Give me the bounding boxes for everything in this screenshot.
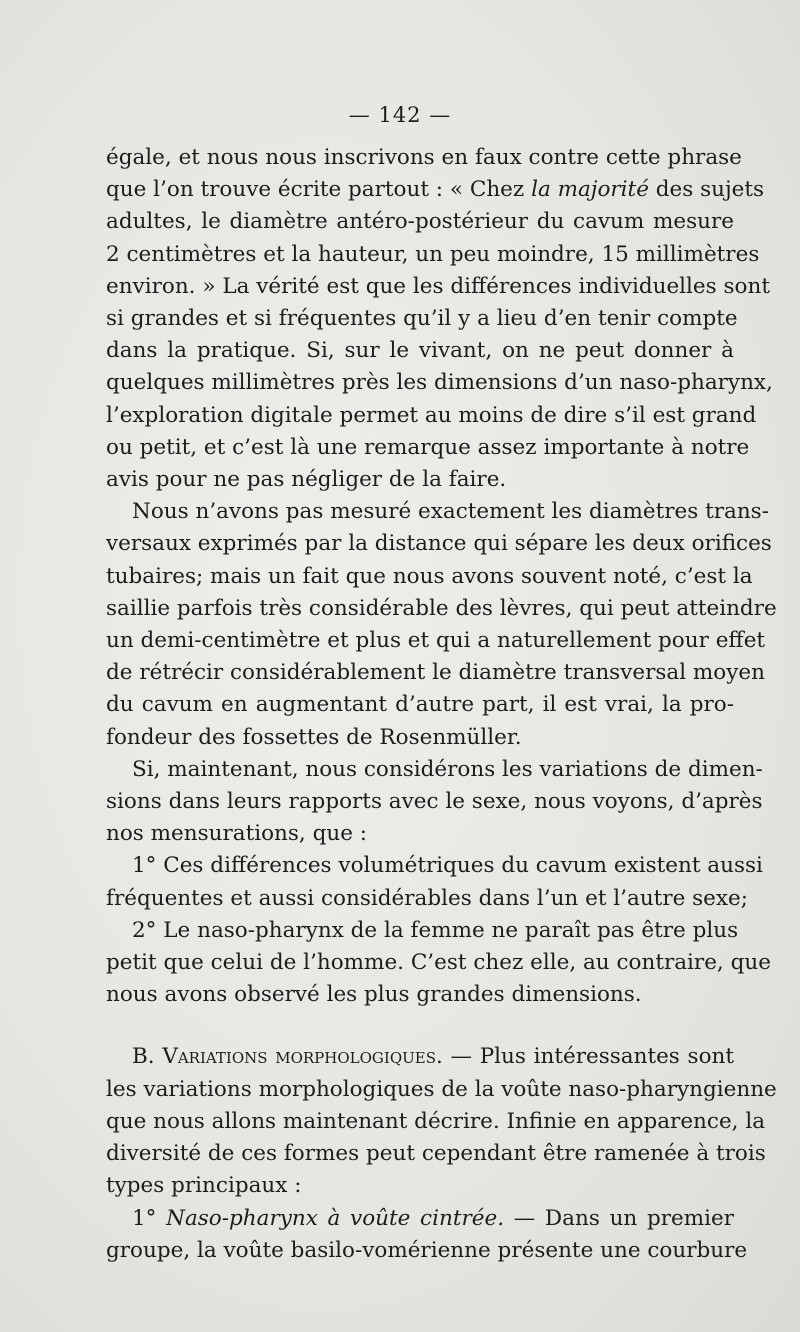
text-line: 2 centimètres et la hauteur, un peu moindre, 15 millimètres (106, 241, 760, 267)
text-line: égale, et nous nous inscrivons en faux contre cette phrase (106, 145, 742, 170)
text-line: du cavum en augmentant d’autre part, il est vrai, la pro- (106, 692, 734, 718)
text-line: diversité de ces formes peut cependant être ramenée à trois (106, 1141, 766, 1167)
list-item-line: 2° Le naso-pharynx de la femme ne paraît pas être plus (132, 917, 739, 943)
item-title: Naso-pharynx à voûte cintrée. (166, 1205, 505, 1231)
list-item-line: groupe, la voûte basilo-vomérienne présente une courbure (106, 1237, 748, 1263)
text-line: si grandes et si fréquentes qu’il y a lieu d’en tenir compte (106, 306, 738, 332)
list-item-line: nous avons observé les plus grandes dimensions. (106, 982, 642, 1008)
text-line: de rétrécir considérablement le diamètre transversal moyen (106, 660, 765, 686)
page-number: — 142 — (348, 103, 452, 127)
text-line: adultes, le diamètre antéro-postérieur du cavum mesure (106, 209, 734, 235)
text-line: avis pour ne pas négliger de la faire. (106, 467, 507, 493)
text-line: Nous n’avons pas mesuré exactement les diamètres trans- (132, 499, 769, 525)
text-line: quelques millimètres près les dimensions d’un naso-pharynx, (106, 370, 773, 396)
text-line: dans la pratique. Si, sur le vivant, on ne peut donner à (106, 338, 734, 364)
text-line: un demi-centimètre et plus et qui a naturellement pour effet (106, 628, 766, 654)
section-heading-line: B. Variations morphologiques. — Plus intéressantes sont (132, 1044, 734, 1070)
text-line: fondeur des fossettes de Rosenmüller. (106, 724, 522, 750)
text-line: l’exploration digitale permet au moins de dire s’il est grand (106, 402, 757, 428)
list-item-line: fréquentes et aussi considérables dans l’un et l’autre sexe; (106, 885, 748, 911)
text-line: types principaux : (106, 1173, 302, 1199)
page-text (106, 142, 777, 1267)
text-line: versaux exprimés par la distance qui sépare les deux orifices (106, 531, 772, 557)
list-item-line: 1° Naso-pharynx à voûte cintrée. — Dans un premier (132, 1205, 734, 1231)
text-line: saillie parfois très considérable des lèvres, qui peut atteindre (106, 595, 777, 621)
text-line: tubaires; mais un fait que nous avons souvent noté, c’est la (106, 563, 753, 589)
text-line: ou petit, et c’est là une remarque assez importante à notre (106, 434, 750, 460)
list-item-line: petit que celui de l’homme. C’est chez elle, au contraire, que (106, 950, 771, 976)
text-line: les variations morphologiques de la voûte naso-pharyngienne (106, 1076, 777, 1102)
text-line: Si, maintenant, nous considérons les variations de dimen- (132, 756, 763, 782)
text-line: que l’on trouve écrite partout : « Chez la majorité des sujets (106, 177, 765, 203)
list-item-line: 1° Ces différences volumétriques du cavum existent aussi (132, 853, 763, 879)
text-line: environ. » La vérité est que les différences individuelles sont (106, 273, 770, 299)
emphasis: la majorité (531, 177, 649, 203)
text-line: nos mensurations, que : (106, 821, 368, 847)
text-line: sions dans leurs rapports avec le sexe, nous voyons, d’après (106, 789, 763, 815)
section-heading: B. Variations morphologiques. (132, 1044, 443, 1070)
text-line: que nous allons maintenant décrire. Infinie en apparence, la (106, 1108, 766, 1134)
